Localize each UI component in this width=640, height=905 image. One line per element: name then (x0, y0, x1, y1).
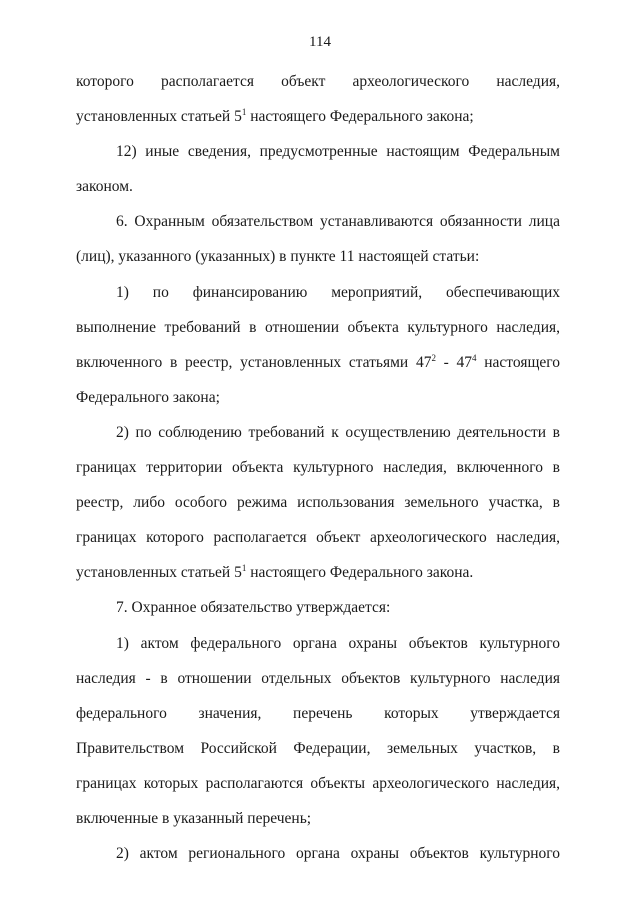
paragraph-text: 2) по соблюдению требований к осуществлению деятельности в границах территории объекта культурного наследия, включенного в реестр, либо особого режима использования земельного участка, в границах которого располагается объект археологического наследия, установленных статьей 5 (76, 423, 560, 582)
paragraph-text: 7. Охранное обязательство утверждается: (116, 599, 391, 617)
paragraph-text: настоящего Федерального закона. (246, 564, 474, 582)
paragraph-text: 6. Охранным обязательством устанавливаются обязанности лица (лиц), указанного (указанных) в пункте 11 настоящей статьи: (76, 213, 560, 266)
paragraph (76, 415, 560, 590)
paragraph-text: 1) актом федерального органа охраны объектов культурного наследия - в отношении отдельных объектов культурного наследия федерального значения, перечень которых утверждается Правительством Российской Федерации, земельных участков, в границах которых располагаются объекты археологического наследия, включенные в указанный перечень; (76, 634, 560, 827)
paragraph (76, 836, 560, 871)
paragraph (76, 626, 560, 837)
paragraph-text: которого располагается объект археологического наследия, установленных статьей 5 (76, 73, 560, 126)
superscript: 1 (241, 107, 247, 118)
page-number: 114 (309, 34, 331, 50)
superscript: 4 (472, 352, 477, 363)
paragraph (76, 64, 560, 134)
paragraph (76, 590, 560, 625)
superscript: 2 (431, 352, 436, 363)
paragraph-text: 1) по финансированию мероприятий, обеспечивающих выполнение требований в отношении объекта культурного наследия, включенного в реестр, установленных статьями 47 (76, 283, 560, 371)
paragraph-text: 12) иные сведения, предусмотренные настоящим Федеральным законом. (76, 143, 560, 196)
paragraph-text: 2) актом регионального органа охраны объектов культурного (116, 845, 560, 863)
paragraph (76, 275, 560, 415)
paragraph-text: настоящего Федерального закона; (246, 108, 474, 126)
superscript: 1 (241, 563, 247, 574)
document-body (76, 64, 560, 871)
paragraph (76, 134, 560, 204)
paragraph-text: - 47 (435, 353, 473, 371)
paragraph (76, 204, 560, 274)
paragraph-text: настоящего Федерального закона; (76, 353, 561, 406)
